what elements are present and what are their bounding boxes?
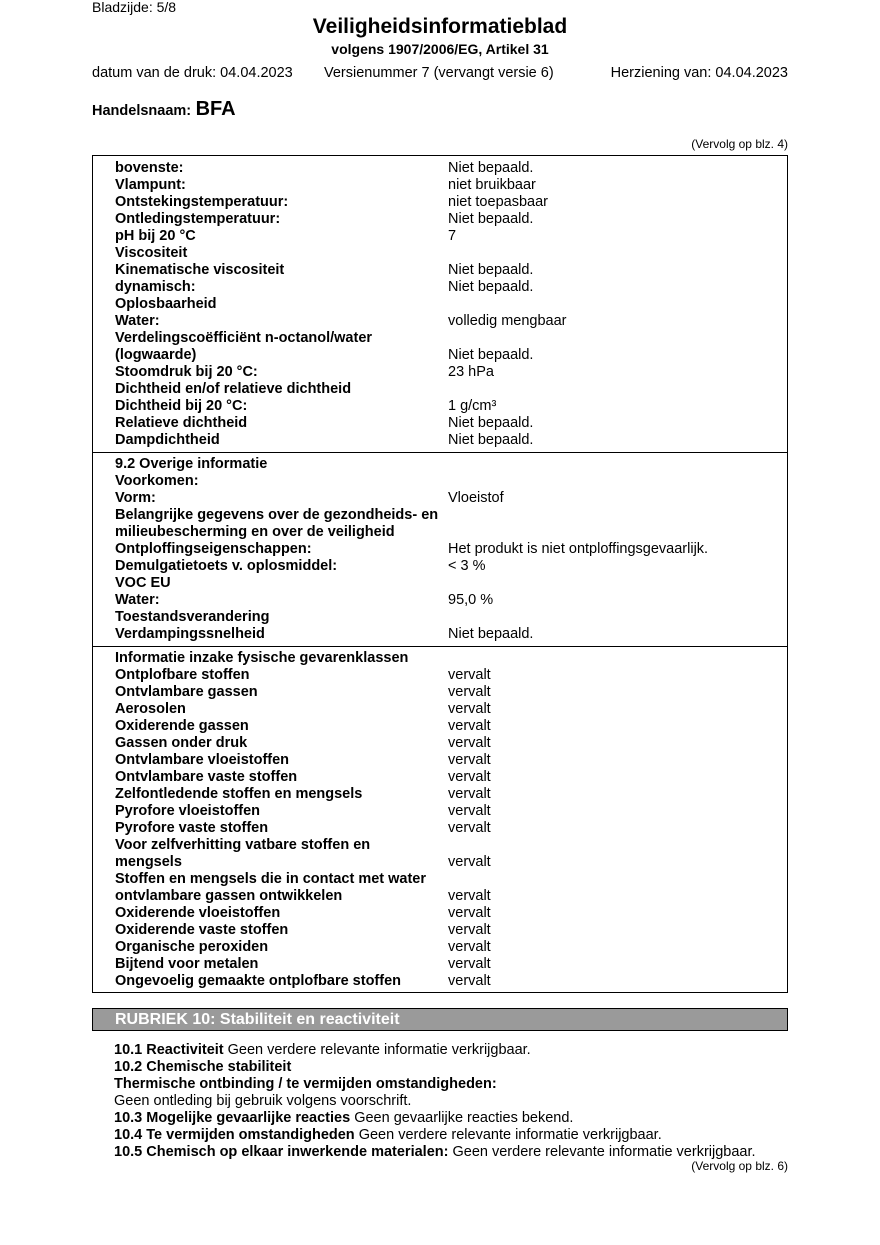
property-label: Ontvlambare vaste stoffen (115, 769, 298, 785)
properties-block-2 (93, 452, 787, 646)
incompatible-materials-text: Geen verdere relevante informatie verkrijgbaar. (448, 1144, 756, 1160)
property-value: vervalt (448, 667, 491, 683)
trade-name-value: BFA (195, 98, 236, 120)
property-label: Voorkomen: (115, 473, 199, 489)
table-row (93, 211, 787, 228)
table-row (93, 524, 787, 541)
property-label: Ontledingstemperatuur: (115, 211, 281, 227)
document-title: Veiligheidsinformatieblad (312, 15, 568, 38)
property-label: Oplosbaarheid (115, 296, 217, 312)
incompatible-materials-label: 10.5 Chemisch op elkaar inwerkende materialen: (114, 1144, 449, 1160)
property-label: Verdampingssnelheid (115, 626, 265, 642)
table-row (93, 575, 787, 592)
property-label: Stoffen en mengsels die in contact met water (115, 871, 427, 887)
property-value: vervalt (448, 786, 491, 802)
property-label: Zelfontledende stoffen en mengsels (115, 786, 363, 802)
property-label: ontvlambare gassen ontwikkelen (115, 888, 343, 904)
property-label: Oxiderende vaste stoffen (115, 922, 289, 938)
property-label: Gassen onder druk (115, 735, 248, 751)
property-value: Niet bepaald. (448, 160, 534, 176)
conditions-to-avoid-label: 10.4 Te vermijden omstandigheden (114, 1127, 355, 1143)
table-row (93, 262, 787, 279)
property-value: vervalt (448, 701, 491, 717)
property-label: Kinematische viscositeit (115, 262, 285, 278)
table-row (93, 490, 787, 507)
property-label: Voor zelfverhitting vatbare stoffen en (115, 837, 371, 853)
table-row (93, 313, 787, 330)
version-number: Versienummer 7 (vervangt versie 6) (324, 65, 554, 81)
property-label: (logwaarde) (115, 347, 197, 363)
property-label: bovenste: (115, 160, 184, 176)
hazardous-reactions-line (114, 1110, 573, 1127)
table-row (93, 177, 787, 194)
table-row (93, 296, 787, 313)
property-value: vervalt (448, 752, 491, 768)
table-row (93, 922, 787, 939)
property-label: Ontstekingstemperatuur: (115, 194, 289, 210)
table-row (93, 735, 787, 752)
property-label: Vorm: (115, 490, 156, 506)
property-value: Vloeistof (448, 490, 504, 506)
property-label: Informatie inzake fysische gevarenklassen (115, 650, 409, 666)
table-row (93, 871, 787, 888)
property-value: 95,0 % (448, 592, 494, 608)
property-value: vervalt (448, 905, 491, 921)
properties-block-3 (93, 646, 787, 992)
conditions-to-avoid-line (114, 1127, 662, 1144)
hazardous-reactions-label: 10.3 Mogelijke gevaarlijke reacties (114, 1110, 351, 1126)
property-label: Water: (115, 592, 160, 608)
property-label: Stoomdruk bij 20 °C: (115, 364, 258, 380)
chemical-stability-line (114, 1059, 291, 1076)
continued-to-note: (Vervolg op blz. 6) (691, 1159, 788, 1173)
property-value: Niet bepaald. (448, 211, 534, 227)
table-row (93, 398, 787, 415)
property-label: dynamisch: (115, 279, 196, 295)
property-value: vervalt (448, 922, 491, 938)
property-value: Niet bepaald. (448, 626, 534, 642)
property-label: Toestandsverandering (115, 609, 270, 625)
table-row (93, 905, 787, 922)
table-row (93, 228, 787, 245)
property-value: vervalt (448, 820, 491, 836)
property-value: 23 hPa (448, 364, 494, 380)
property-label: Organische peroxiden (115, 939, 269, 955)
table-row (93, 684, 787, 701)
property-label: Ontplofbare stoffen (115, 667, 250, 683)
page-number: Bladzijde: 5/8 (92, 0, 177, 15)
property-label: Ongevoelig gemaakte ontplofbare stoffen (115, 973, 402, 989)
conditions-to-avoid-text: Geen verdere relevante informatie verkrijgbaar. (354, 1127, 662, 1143)
table-row (93, 194, 787, 211)
table-row (93, 364, 787, 381)
property-value: Het produkt is niet ontploffingsgevaarlijk. (448, 541, 709, 557)
property-value: < 3 % (448, 558, 486, 574)
table-row (93, 752, 787, 769)
table-row (93, 541, 787, 558)
property-label: Oxiderende gassen (115, 718, 249, 734)
property-value: Niet bepaald. (448, 262, 534, 278)
table-row (93, 803, 787, 820)
table-row (93, 558, 787, 575)
property-value: 7 (448, 228, 457, 244)
table-row (93, 330, 787, 347)
decomposition-text: Geen ontleding bij gebruik volgens voorschrift. (114, 1093, 412, 1109)
property-label: Pyrofore vloeistoffen (115, 803, 261, 819)
property-label: Pyrofore vaste stoffen (115, 820, 269, 836)
revision-date: Herziening van: 04.04.2023 (610, 65, 788, 81)
property-value: Niet bepaald. (448, 279, 534, 295)
table-row (93, 279, 787, 296)
property-value: vervalt (448, 939, 491, 955)
property-label: Ontploffingseigenschappen: (115, 541, 312, 557)
table-row (93, 609, 787, 626)
thermal-decomposition-label: Thermische ontbinding / te vermijden omstandigheden: (114, 1076, 497, 1092)
property-label: Oxiderende vloeistoffen (115, 905, 281, 921)
table-row (93, 415, 787, 432)
hazardous-reactions-text: Geen gevaarlijke reacties bekend. (350, 1110, 574, 1126)
property-label: 9.2 Overige informatie (115, 456, 268, 472)
incompatible-materials-line (114, 1144, 756, 1161)
section-10-heading-bar (92, 1008, 788, 1031)
table-row (93, 381, 787, 398)
property-value: vervalt (448, 769, 491, 785)
property-value: vervalt (448, 684, 491, 700)
trade-name-label: Handelsnaam: (92, 103, 192, 119)
table-row (93, 786, 787, 803)
table-row (93, 769, 787, 786)
property-label: Bijtend voor metalen (115, 956, 259, 972)
table-row (93, 473, 787, 490)
table-row (93, 347, 787, 364)
property-label: Dichtheid en/of relatieve dichtheid (115, 381, 352, 397)
property-label: Dampdichtheid (115, 432, 220, 448)
property-label: mengsels (115, 854, 182, 870)
table-row (93, 650, 787, 667)
table-row (93, 667, 787, 684)
trade-name (92, 98, 236, 121)
table-row (93, 592, 787, 609)
table-row (93, 888, 787, 905)
table-row (93, 854, 787, 871)
property-label: Belangrijke gegevens over de gezondheids- en (115, 507, 439, 523)
table-row (93, 626, 787, 643)
document-subtitle: volgens 1907/2006/EG, Artikel 31 (331, 41, 549, 57)
table-row (93, 973, 787, 990)
property-label: Aerosolen (115, 701, 186, 717)
property-value: niet toepasbaar (448, 194, 548, 210)
property-label: Demulgatietoets v. oplosmiddel: (115, 558, 338, 574)
property-value: Niet bepaald. (448, 415, 534, 431)
property-label: Ontvlambare gassen (115, 684, 258, 700)
table-row (93, 701, 787, 718)
table-row (93, 245, 787, 262)
property-value: vervalt (448, 803, 491, 819)
property-value: vervalt (448, 718, 491, 734)
property-label: Water: (115, 313, 160, 329)
table-row (93, 939, 787, 956)
property-label: Dichtheid bij 20 °C: (115, 398, 248, 414)
property-value: vervalt (448, 888, 491, 904)
table-row (93, 820, 787, 837)
property-value: vervalt (448, 973, 491, 989)
property-label: Vlampunt: (115, 177, 186, 193)
table-row (93, 956, 787, 973)
table-row (93, 160, 787, 177)
property-value: vervalt (448, 854, 491, 870)
property-value: 1 g/cm³ (448, 398, 497, 414)
property-label: Viscositeit (115, 245, 188, 261)
table-row (93, 507, 787, 524)
property-label: VOC EU (115, 575, 171, 591)
reactivity-line (114, 1042, 531, 1059)
section-10-heading: RUBRIEK 10: Stabiliteit en reactiviteit (115, 1011, 400, 1028)
table-row (93, 432, 787, 449)
reactivity-label: 10.1 Reactiviteit (114, 1042, 224, 1058)
properties-table (92, 155, 788, 993)
table-row (93, 837, 787, 854)
properties-block-1 (93, 156, 787, 452)
property-label: milieubescherming en over de veiligheid (115, 524, 395, 540)
property-value: Niet bepaald. (448, 432, 534, 448)
property-label: Verdelingscoëfficiënt n-octanol/water (115, 330, 373, 346)
property-value: vervalt (448, 956, 491, 972)
table-row (93, 718, 787, 735)
property-value: Niet bepaald. (448, 347, 534, 363)
property-value: volledig mengbaar (448, 313, 567, 329)
property-label: pH bij 20 °C (115, 228, 196, 244)
reactivity-text: Geen verdere relevante informatie verkrijgbaar. (223, 1042, 531, 1058)
thermal-decomposition-line (114, 1076, 497, 1093)
print-date: datum van de druk: 04.04.2023 (92, 65, 293, 81)
property-label: Relatieve dichtheid (115, 415, 248, 431)
chemical-stability-label: 10.2 Chemische stabiliteit (114, 1059, 292, 1075)
table-row (93, 456, 787, 473)
property-value: niet bruikbaar (448, 177, 536, 193)
continued-from-note: (Vervolg op blz. 4) (691, 137, 788, 151)
property-label: Ontvlambare vloeistoffen (115, 752, 290, 768)
property-value: vervalt (448, 735, 491, 751)
